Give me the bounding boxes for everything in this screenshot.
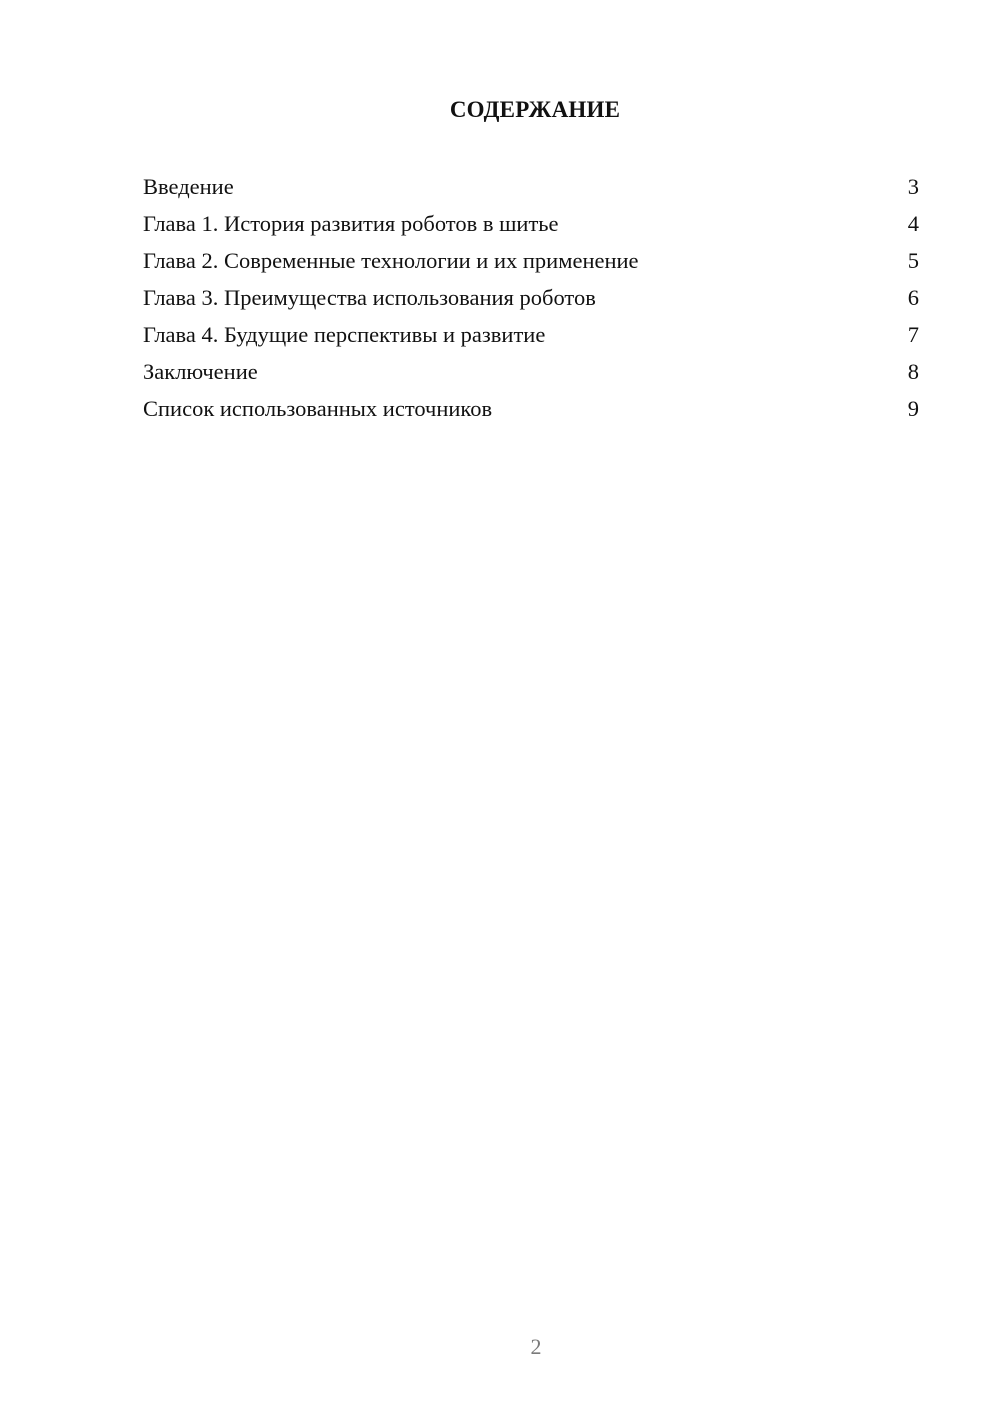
- toc-entry-label: Глава 2. Современные технологии и их применение: [143, 248, 639, 273]
- toc-entry-label: Глава 4. Будущие перспективы и развитие: [143, 322, 546, 347]
- toc-entry-label: Список использованных источников: [143, 396, 493, 421]
- toc-entry-page: 9: [907, 396, 919, 421]
- toc-entry-conclusion[interactable]: [143, 353, 919, 390]
- toc-entry-chapter-2[interactable]: [143, 242, 919, 279]
- toc-entry-label: Введение: [143, 174, 234, 199]
- toc-entry-chapter-4[interactable]: [143, 316, 919, 353]
- toc-entry-page: 3: [907, 174, 919, 199]
- toc-entry-chapter-3[interactable]: [143, 279, 919, 316]
- toc-entry-page: 7: [907, 322, 919, 347]
- toc-entry-label: Глава 1. История развития роботов в шитье: [143, 211, 559, 236]
- toc-entry-page: 6: [907, 285, 919, 310]
- toc-entry-references[interactable]: [143, 390, 919, 427]
- page-number: 2: [530, 1334, 542, 1359]
- toc-entry-introduction[interactable]: [143, 168, 919, 205]
- toc-entry-page: 8: [907, 359, 919, 384]
- table-of-contents: [143, 168, 919, 427]
- toc-entry-page: 5: [907, 248, 919, 273]
- toc-entry-label: Заключение: [143, 359, 258, 384]
- toc-entry-label: Глава 3. Преимущества использования роботов: [143, 285, 596, 310]
- toc-heading: СОДЕРЖАНИЕ: [449, 97, 621, 122]
- toc-entry-page: 4: [907, 211, 919, 236]
- toc-entry-chapter-1[interactable]: [143, 205, 919, 242]
